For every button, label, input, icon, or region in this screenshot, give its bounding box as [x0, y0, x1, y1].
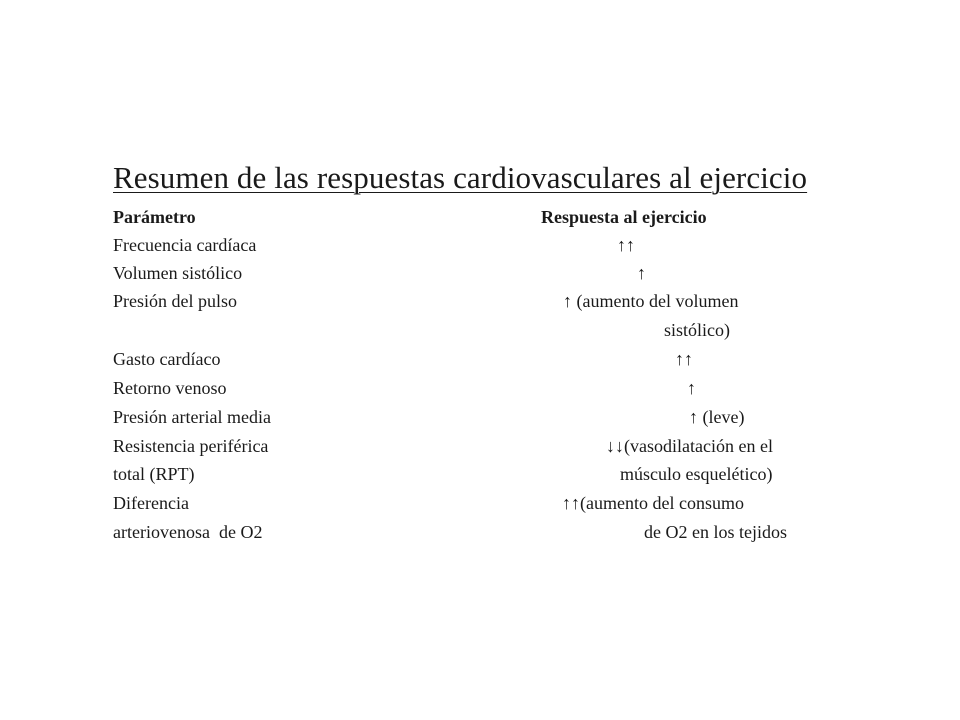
row-parameter: Gasto cardíaco — [113, 349, 221, 369]
row-parameter: Presión del pulso — [113, 291, 237, 311]
row-parameter-continuation: arteriovenosa de O2 — [113, 522, 263, 542]
row-parameter: Volumen sistólico — [113, 263, 243, 283]
row-response: ↑ (aumento del volumen — [563, 291, 739, 311]
row-parameter-continuation: total (RPT) — [113, 464, 195, 484]
row-parameter: Diferencia — [113, 493, 189, 513]
row-response: ↓↓(vasodilatación en el — [606, 436, 773, 456]
row-parameter: Frecuencia cardíaca — [113, 235, 257, 255]
row-parameter: Retorno venoso — [113, 378, 227, 398]
row-response-continuation: músculo esquelético) — [620, 464, 773, 484]
row-response: ↑ — [687, 378, 696, 398]
row-response: ↑ (leve) — [689, 407, 745, 427]
row-response-continuation: de O2 en los tejidos — [644, 522, 787, 542]
row-parameter: Resistencia periférica — [113, 436, 269, 456]
row-response-continuation: sistólico) — [664, 320, 730, 340]
row-parameter: Presión arterial media — [113, 407, 271, 427]
row-response: ↑ — [637, 263, 646, 283]
row-response: ↑↑(aumento del consumo — [562, 493, 744, 513]
row-response: ↑↑ — [617, 235, 635, 255]
header-parameter: Parámetro — [113, 207, 196, 227]
slide-title: Resumen de las respuestas cardiovasculares al ejercicio — [113, 160, 808, 195]
header-response: Respuesta al ejercicio — [541, 207, 707, 227]
row-response: ↑↑ — [675, 349, 693, 369]
